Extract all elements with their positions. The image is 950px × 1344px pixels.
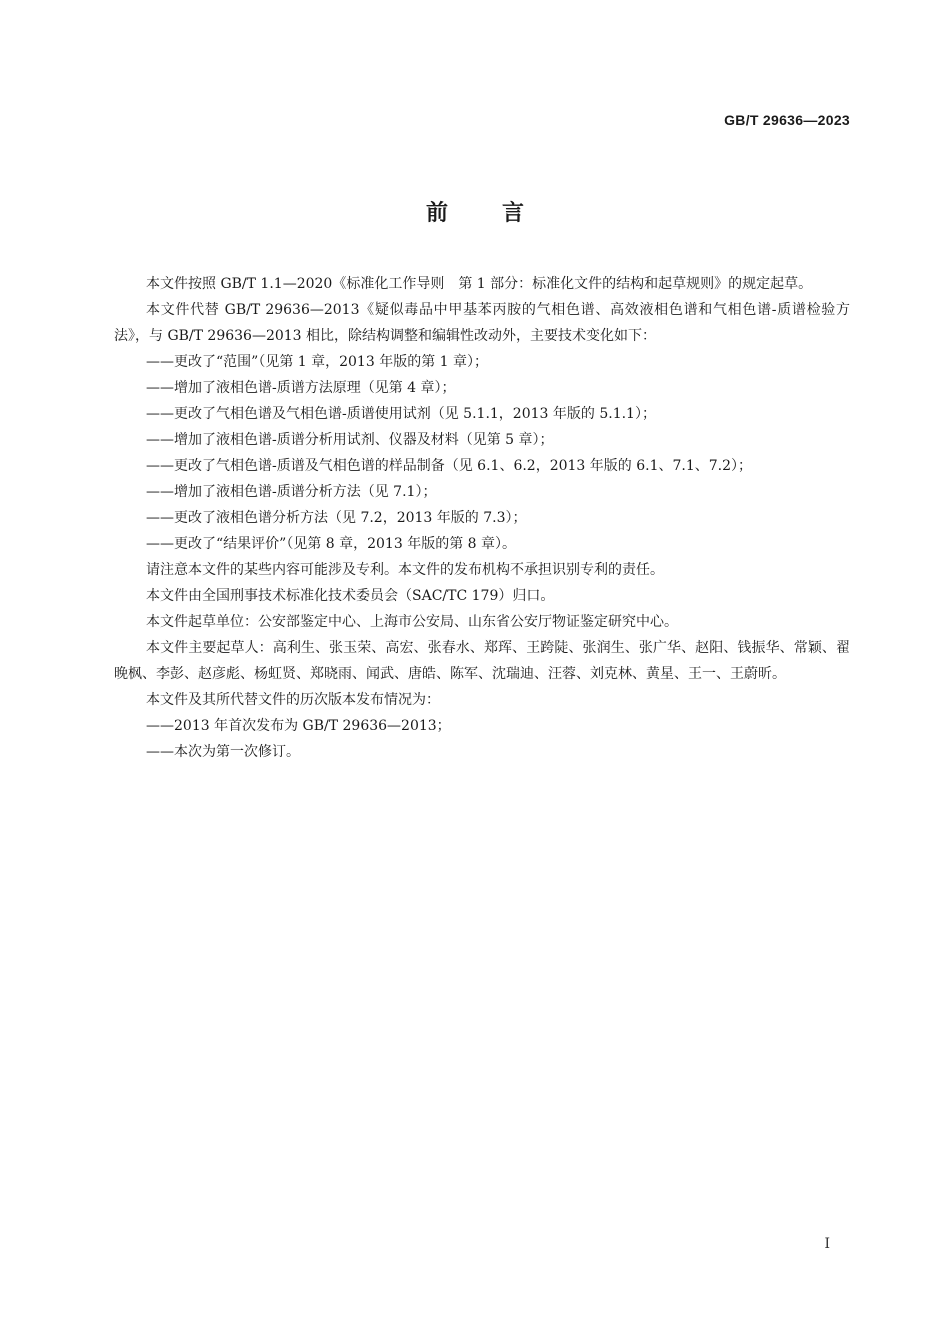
list-item: ——增加了液相色谱-质谱分析方法（见 7.1）； bbox=[146, 484, 437, 500]
paragraph: 请注意本文件的某些内容可能涉及专利。本文件的发布机构不承担识别专利的责任。 bbox=[146, 562, 664, 578]
list-item: ——2013 年首次发布为 GB/T 29636—2013； bbox=[146, 718, 451, 734]
paragraph: 本文件由全国刑事技术标准化技术委员会（SAC/TC 179）归口。 bbox=[146, 588, 555, 604]
page-title: 前言 bbox=[425, 201, 578, 226]
list-item: ——更改了液相色谱分析方法（见 7.2，2013 年版的 7.3）； bbox=[146, 510, 527, 526]
list-item: ——更改了“结果评价”（见第 8 章，2013 年版的第 8 章）。 bbox=[146, 536, 517, 552]
list-item: ——增加了液相色谱-质谱分析用试剂、仪器及材料（见第 5 章）； bbox=[146, 432, 554, 448]
list-item: ——增加了液相色谱-质谱方法原理（见第 4 章）； bbox=[146, 380, 456, 396]
list-item: ——更改了“范围”（见第 1 章，2013 年版的第 1 章）； bbox=[146, 354, 489, 370]
list-item: ——本次为第一次修订。 bbox=[146, 744, 300, 760]
preface-body bbox=[114, 271, 850, 765]
paragraph: 本文件起草单位：公安部鉴定中心、上海市公安局、山东省公安厅物证鉴定研究中心。 bbox=[146, 614, 678, 630]
page-number: I bbox=[824, 1236, 830, 1252]
paragraph: 本文件主要起草人：高利生、张玉荣、高宏、张春水、郑珲、王跨陡、张润生、张广华、赵阳、钱振华、常颖、翟晚枫、李彭、赵彦彪、杨虹贤、郑晓雨、闻武、唐皓、陈军、沈瑞迪、汪蓉、刘克林、黄星、王一、王蔚昕。 bbox=[114, 640, 850, 682]
list-item: ——更改了气相色谱及气相色谱-质谱使用试剂（见 5.1.1，2013 年版的 5.1.1）； bbox=[146, 406, 656, 422]
list-item: ——更改了气相色谱-质谱及气相色谱的样品制备（见 6.1、6.2，2013 年版的 6.1、7.1、7.2）； bbox=[146, 458, 753, 474]
paragraph: 本文件代替 GB/T 29636—2013《疑似毒品中甲基苯丙胺的气相色谱、高效液相色谱和气相色谱-质谱检验方法》，与 GB/T 29636—2013 相比，除结构调整和编辑性改动外，主要技术变化如下： bbox=[114, 302, 850, 344]
paragraph: 本文件及其所代替文件的历次版本发布情况为： bbox=[146, 692, 440, 708]
paragraph: 本文件按照 GB/T 1.1—2020《标准化工作导则 第 1 部分：标准化文件的结构和起草规则》的规定起草。 bbox=[146, 276, 813, 292]
standard-number: GB/T 29636—2023 bbox=[724, 112, 850, 128]
